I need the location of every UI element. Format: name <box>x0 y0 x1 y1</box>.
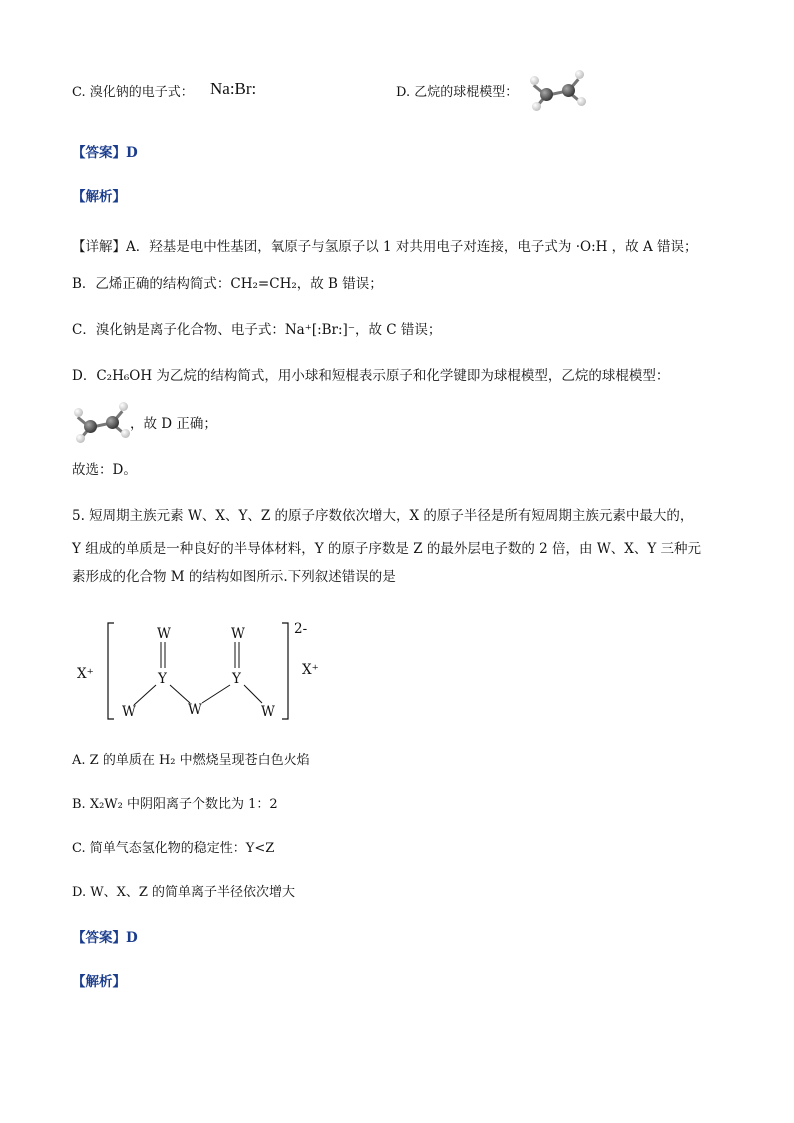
detail-d-tail: ，故 D 正确； <box>130 416 217 432</box>
detail-conclusion: 故选：D。 <box>72 462 137 478</box>
detail-a: 【详解】A．羟基是电中性基团，氧原子与氢原子以 1 对共用电子对连接，电子式为 ·O:H ，故 A 错误； <box>72 239 698 255</box>
charge-label: 2- <box>294 621 308 637</box>
q5-stem-line-2: Y 组成的单质是一种良好的半导体材料，Y 的原子序数是 Z 的最外层电子数的 2 倍，由 W、X、Y 三种元 <box>72 541 702 557</box>
compound-m-structure-diagram <box>72 615 352 725</box>
option-c-text: C. 溴化钠的电子式： <box>72 85 194 100</box>
atom-w-label: W <box>261 704 275 720</box>
q5-option-c: C. 简单气态氢化物的稳定性：Y<Z <box>72 841 275 856</box>
answer-label-2: 【答案】D <box>72 930 138 946</box>
q5-stem-line-3: 素形成的化合物 M 的结构如图所示.下列叙述错误的是 <box>72 569 396 585</box>
q5-option-d: D. W、X、Z 的简单离子半径依次增大 <box>72 885 296 900</box>
detail-d: D．C₂H₆OH 为乙烷的结构简式，用小球和短棍表示原子和化学键即为球棍模型，乙烷的球棍模型： <box>72 368 670 384</box>
analysis-label-2: 【解析】 <box>72 974 126 990</box>
answer-label-1: 【答案】D <box>72 145 138 161</box>
analysis-label-1: 【解析】 <box>72 189 126 205</box>
atom-y-label: Y <box>158 671 167 687</box>
atom-w-label: W <box>122 704 136 720</box>
q5-stem-line-1: 5. 短周期主族元素 W、X、Y、Z 的原子序数依次增大，X 的原子半径是所有短周期主族元素中最大的， <box>72 508 694 524</box>
option-c-formula: Na:Br: <box>210 79 257 98</box>
option-d-text: D. 乙烷的球棍模型： <box>396 85 519 100</box>
detail-c: C．溴化钠是离子化合物、电子式：Na⁺[:Br:]⁻，故 C 错误； <box>72 322 442 338</box>
atom-w-label: W <box>231 626 245 642</box>
q5-option-b: B. X₂W₂ 中阴阳离子个数比为 1：2 <box>72 797 278 812</box>
cation-right-label: X⁺ <box>302 662 319 678</box>
atom-y-label: Y <box>232 671 241 687</box>
ethane-ball-stick-model-icon <box>72 400 132 444</box>
atom-w-label: W <box>157 626 171 642</box>
ethane-ball-stick-model-icon <box>528 70 588 112</box>
cation-left-label: X⁺ <box>77 666 94 682</box>
atom-w-label: W <box>188 702 202 718</box>
q5-option-a: A. Z 的单质在 H₂ 中燃烧呈现苍白色火焰 <box>72 753 310 768</box>
detail-b: B．乙烯正确的结构简式：CH₂=CH₂，故 B 错误； <box>72 276 383 292</box>
